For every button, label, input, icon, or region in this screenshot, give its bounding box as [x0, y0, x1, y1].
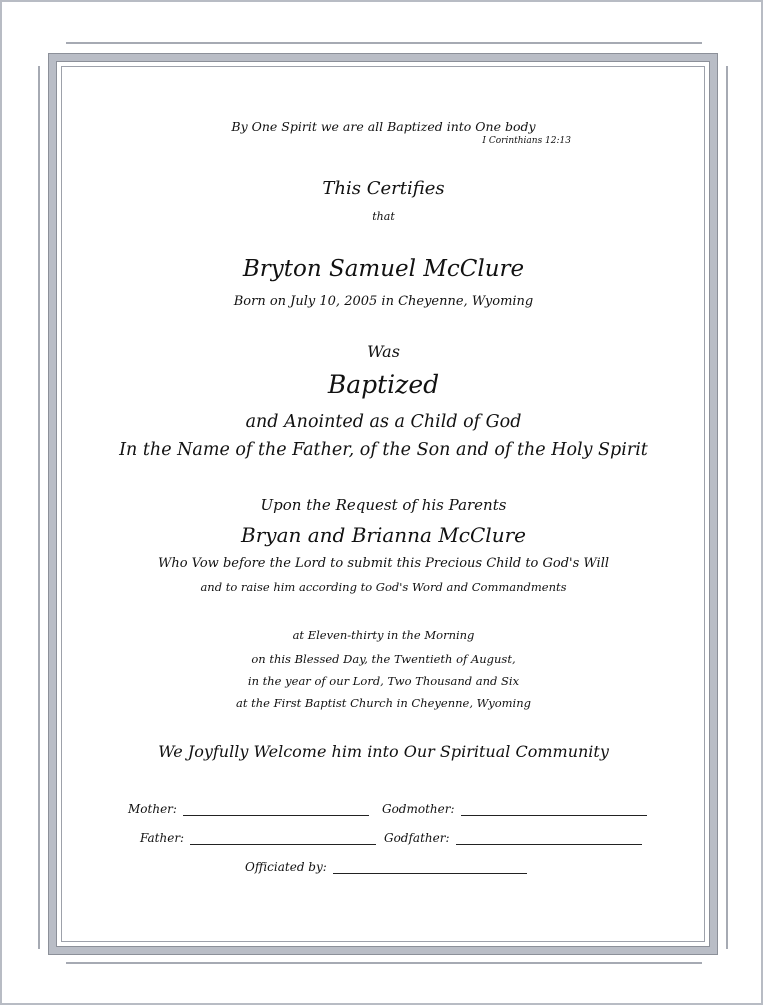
mother-label: Mother: [128, 802, 177, 816]
certificate-body [62, 62, 705, 942]
trinity-text: In the Name of the Father, of the Son and of the Holy Spirit [119, 440, 648, 460]
birth-details: Born on July 10, 2005 in Cheyenne, Wyoming [233, 294, 534, 309]
vow-text: Who Vow before the Lord to submit this Precious Child to God's Will [157, 556, 610, 571]
father-signature-line [140, 831, 376, 845]
ceremony-day: on this Blessed Day, the Twentieth of August, [251, 652, 516, 666]
godmother-signature-line [382, 802, 647, 816]
ceremony-location: at the First Baptist Church in Cheyenne, Wyoming [235, 696, 532, 710]
godfather-label: Godfather: [384, 831, 450, 845]
raise-text: and to raise him according to God's Word and Commandments [200, 580, 567, 594]
ceremony-time: at Eleven-thirty in the Morning [292, 628, 475, 642]
mother-signature-line [128, 802, 369, 816]
certifies-heading: This Certifies [322, 178, 445, 199]
father-label: Father: [140, 831, 185, 845]
officiant-signature-line [245, 860, 527, 874]
godfather-signature-rule [456, 844, 642, 845]
godmother-signature-rule [461, 815, 647, 816]
father-signature-rule [190, 844, 376, 845]
was-text: Was [367, 342, 400, 361]
scripture-verse: By One Spirit we are all Baptized into One body [231, 119, 536, 134]
request-text: Upon the Request of his Parents [260, 496, 507, 514]
officiant-signature-rule [333, 873, 527, 874]
scripture-reference: I Corinthians 12:13 [482, 136, 571, 146]
ceremony-year: in the year of our Lord, Two Thousand and Six [247, 674, 520, 688]
anointed-text: and Anointed as a Child of God [245, 412, 522, 432]
mother-signature-rule [183, 815, 369, 816]
godfather-signature-line [384, 831, 642, 845]
that-text: that [372, 210, 395, 223]
parent-names: Bryan and Brianna McClure [241, 523, 526, 547]
officiated-label: Officiated by: [245, 860, 327, 874]
godmother-label: Godmother: [382, 802, 455, 816]
child-name: Bryton Samuel McClure [242, 256, 525, 282]
welcome-text: We Joyfully Welcome him into Our Spiritual Community [158, 742, 609, 761]
baptized-heading: Baptized [327, 370, 440, 399]
